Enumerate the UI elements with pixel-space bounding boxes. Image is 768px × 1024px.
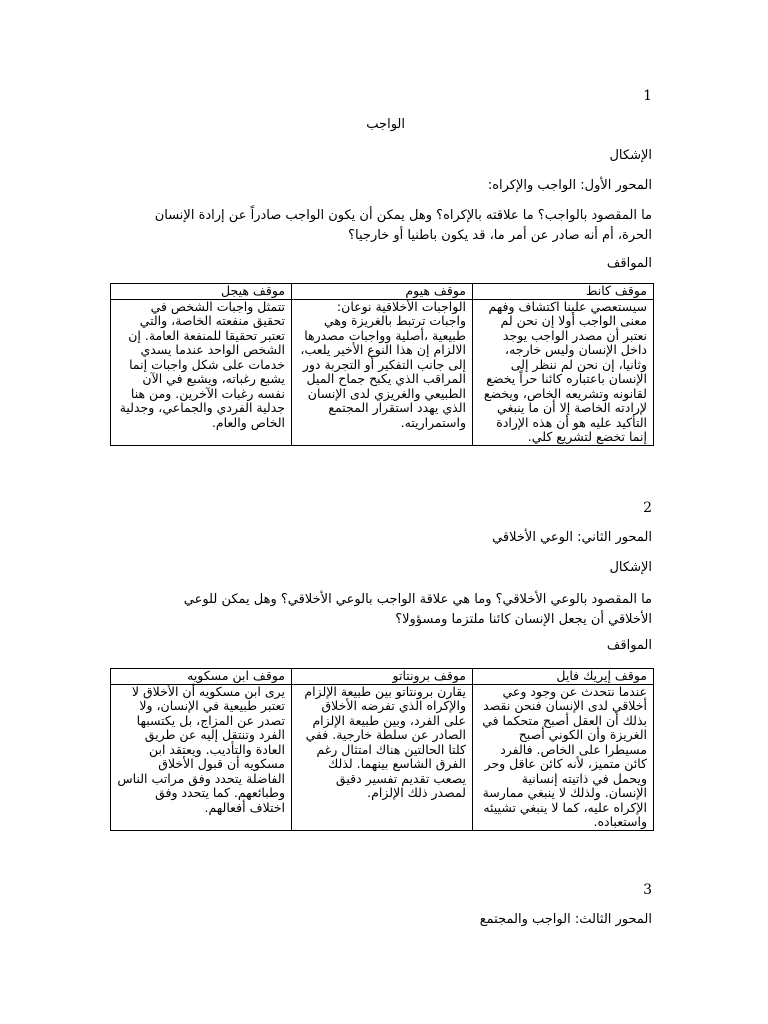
- positions-heading: المواقف: [606, 638, 652, 653]
- table-header-cell: موقف هيوم: [292, 284, 473, 300]
- table-header-cell: موقف ابن مسكويه: [111, 669, 292, 685]
- table-cell: الواجبات الأخلاقية نوعان: واجبات ترتبط بالغريزة وهي طبيعية ،أصلية وواجبات مصدرها الالزام إن هذا النوع الأخير يلعب، إلى جانب التفكير أو التجربة دور المراقب الذي يكبح جماح الميل الطبيعي والغريزي لدى الإنسان الذي يهدد استقرار المجتمع واستمراريته.: [292, 299, 473, 445]
- positions-table: [110, 283, 654, 446]
- positions-table: [110, 668, 654, 831]
- problem-question: ما المقصود بالواجب؟ ما علاقته بالإكراه؟ وهل يمكن أن يكون الواجب صادراً عن إرادة الإنسان الحرة، أم أنه صادر عن أمر ما، قد يكون باطنيا أو خارجيا؟: [154, 208, 652, 243]
- table-header-cell: موقف هيجل: [111, 284, 292, 300]
- table-cell: تتمثل واجبات الشخص في تحقيق منفعته الخاصة، والتي تعتبر تحقيقا للمنفعة العامة. إن الشخص الواحد عندما يسدي خدمات على شكل واجبات إنما يشبع رغباته، ويشبع في الآن نفسه رغبات الآخرين. ومن هنا جدلية الفردي والجماعي، وجدلية الخاص والعام.: [111, 299, 292, 445]
- problem-heading: الإشكال: [609, 560, 652, 575]
- table-row: [111, 299, 654, 445]
- table-header-row: [111, 284, 654, 300]
- axis-heading: المحور الثاني: الوعي الأخلاقي: [492, 530, 652, 545]
- table-cell: يقارن برونتاتو بين طبيعة الإلزام والإكراه الذي تفرضه الأخلاق على الفرد، وبين طبيعة الإلزام الصادر عن سلطة خارجية. ففي كلتا الحالتين هناك امتثال رغم الفرق الشاسع بينهما. لذلك يصعب تقديم تفسير دقيق لمصدر ذلك الإلزام.: [292, 684, 473, 830]
- table-header-row: [111, 669, 654, 685]
- page-number: 3: [643, 882, 652, 898]
- page-number: 1: [643, 88, 652, 104]
- table-header-cell: موقف كانط: [473, 284, 654, 300]
- axis-heading: المحور الثالث: الواجب والمجتمع: [479, 912, 652, 927]
- positions-heading: المواقف: [606, 256, 652, 271]
- axis-heading: المحور الأول: الواجب والإكراه:: [487, 178, 652, 193]
- document-title: الواجب: [366, 117, 405, 132]
- table-cell: عندما نتحدث عن وجود وعي أخلاقي لدى الإنسان فنحن نقصد بذلك أن العقل أصبح متحكما في الغريزة وأن الكوني أصبح مسيطرا على الخاص. فالفرد كائن متميز، لأنه كائن عاقل وحر ويحمل في ذاتيته إنسانية الإنسان. ولذلك لا ينبغي ممارسة الإكراه عليه، كما لا ينبغي تشييئه واستعباده.: [473, 684, 654, 830]
- problem-question: ما المقصود بالوعي الأخلاقي؟ وما هي علاقة الواجب بالوعي الأخلاقي؟ وهل يمكن للوعي الأخلاقي أن يجعل الإنسان كائنا ملتزما ومسؤولا؟: [183, 592, 652, 627]
- page-number: 2: [643, 500, 652, 516]
- table-cell: سيستعصي علينا اكتشاف وفهم معنى الواجب أولا إن نحن لم نعتبر أن مصدر الواجب يوجد داخل الإنسان وليس خارجه، وثانيا، إن نحن لم ننظر إلى الإنسان باعتباره كائنا حراً يخضع لقانونه وتشريعه الخاص، ويخضع لإرادته الخاصة إلا أن ما ينبغي التأكيد عليه هو أن هذه الإرادة إنما تخضع لتشريع كلي.: [473, 299, 654, 445]
- table-cell: يرى ابن مسكويه أن الأخلاق لا تعتبر طبيعية في الإنسان، ولا تصدر عن المزاج، بل يكتسبها الفرد وتنتقل إليه عن طريق العادة والتأديب. ويعتقد ابن مسكويه أن قبول الأخلاق الفاضلة يتحدد وفق مراتب الناس وطبائعهم. كما يتحدد وفق اختلاف أفعالهم.: [111, 684, 292, 830]
- table-header-cell: موقف إيريك فايل: [473, 669, 654, 685]
- problem-heading: الإشكال: [609, 148, 652, 163]
- table-header-cell: موقف برونتاتو: [292, 669, 473, 685]
- table-row: [111, 684, 654, 830]
